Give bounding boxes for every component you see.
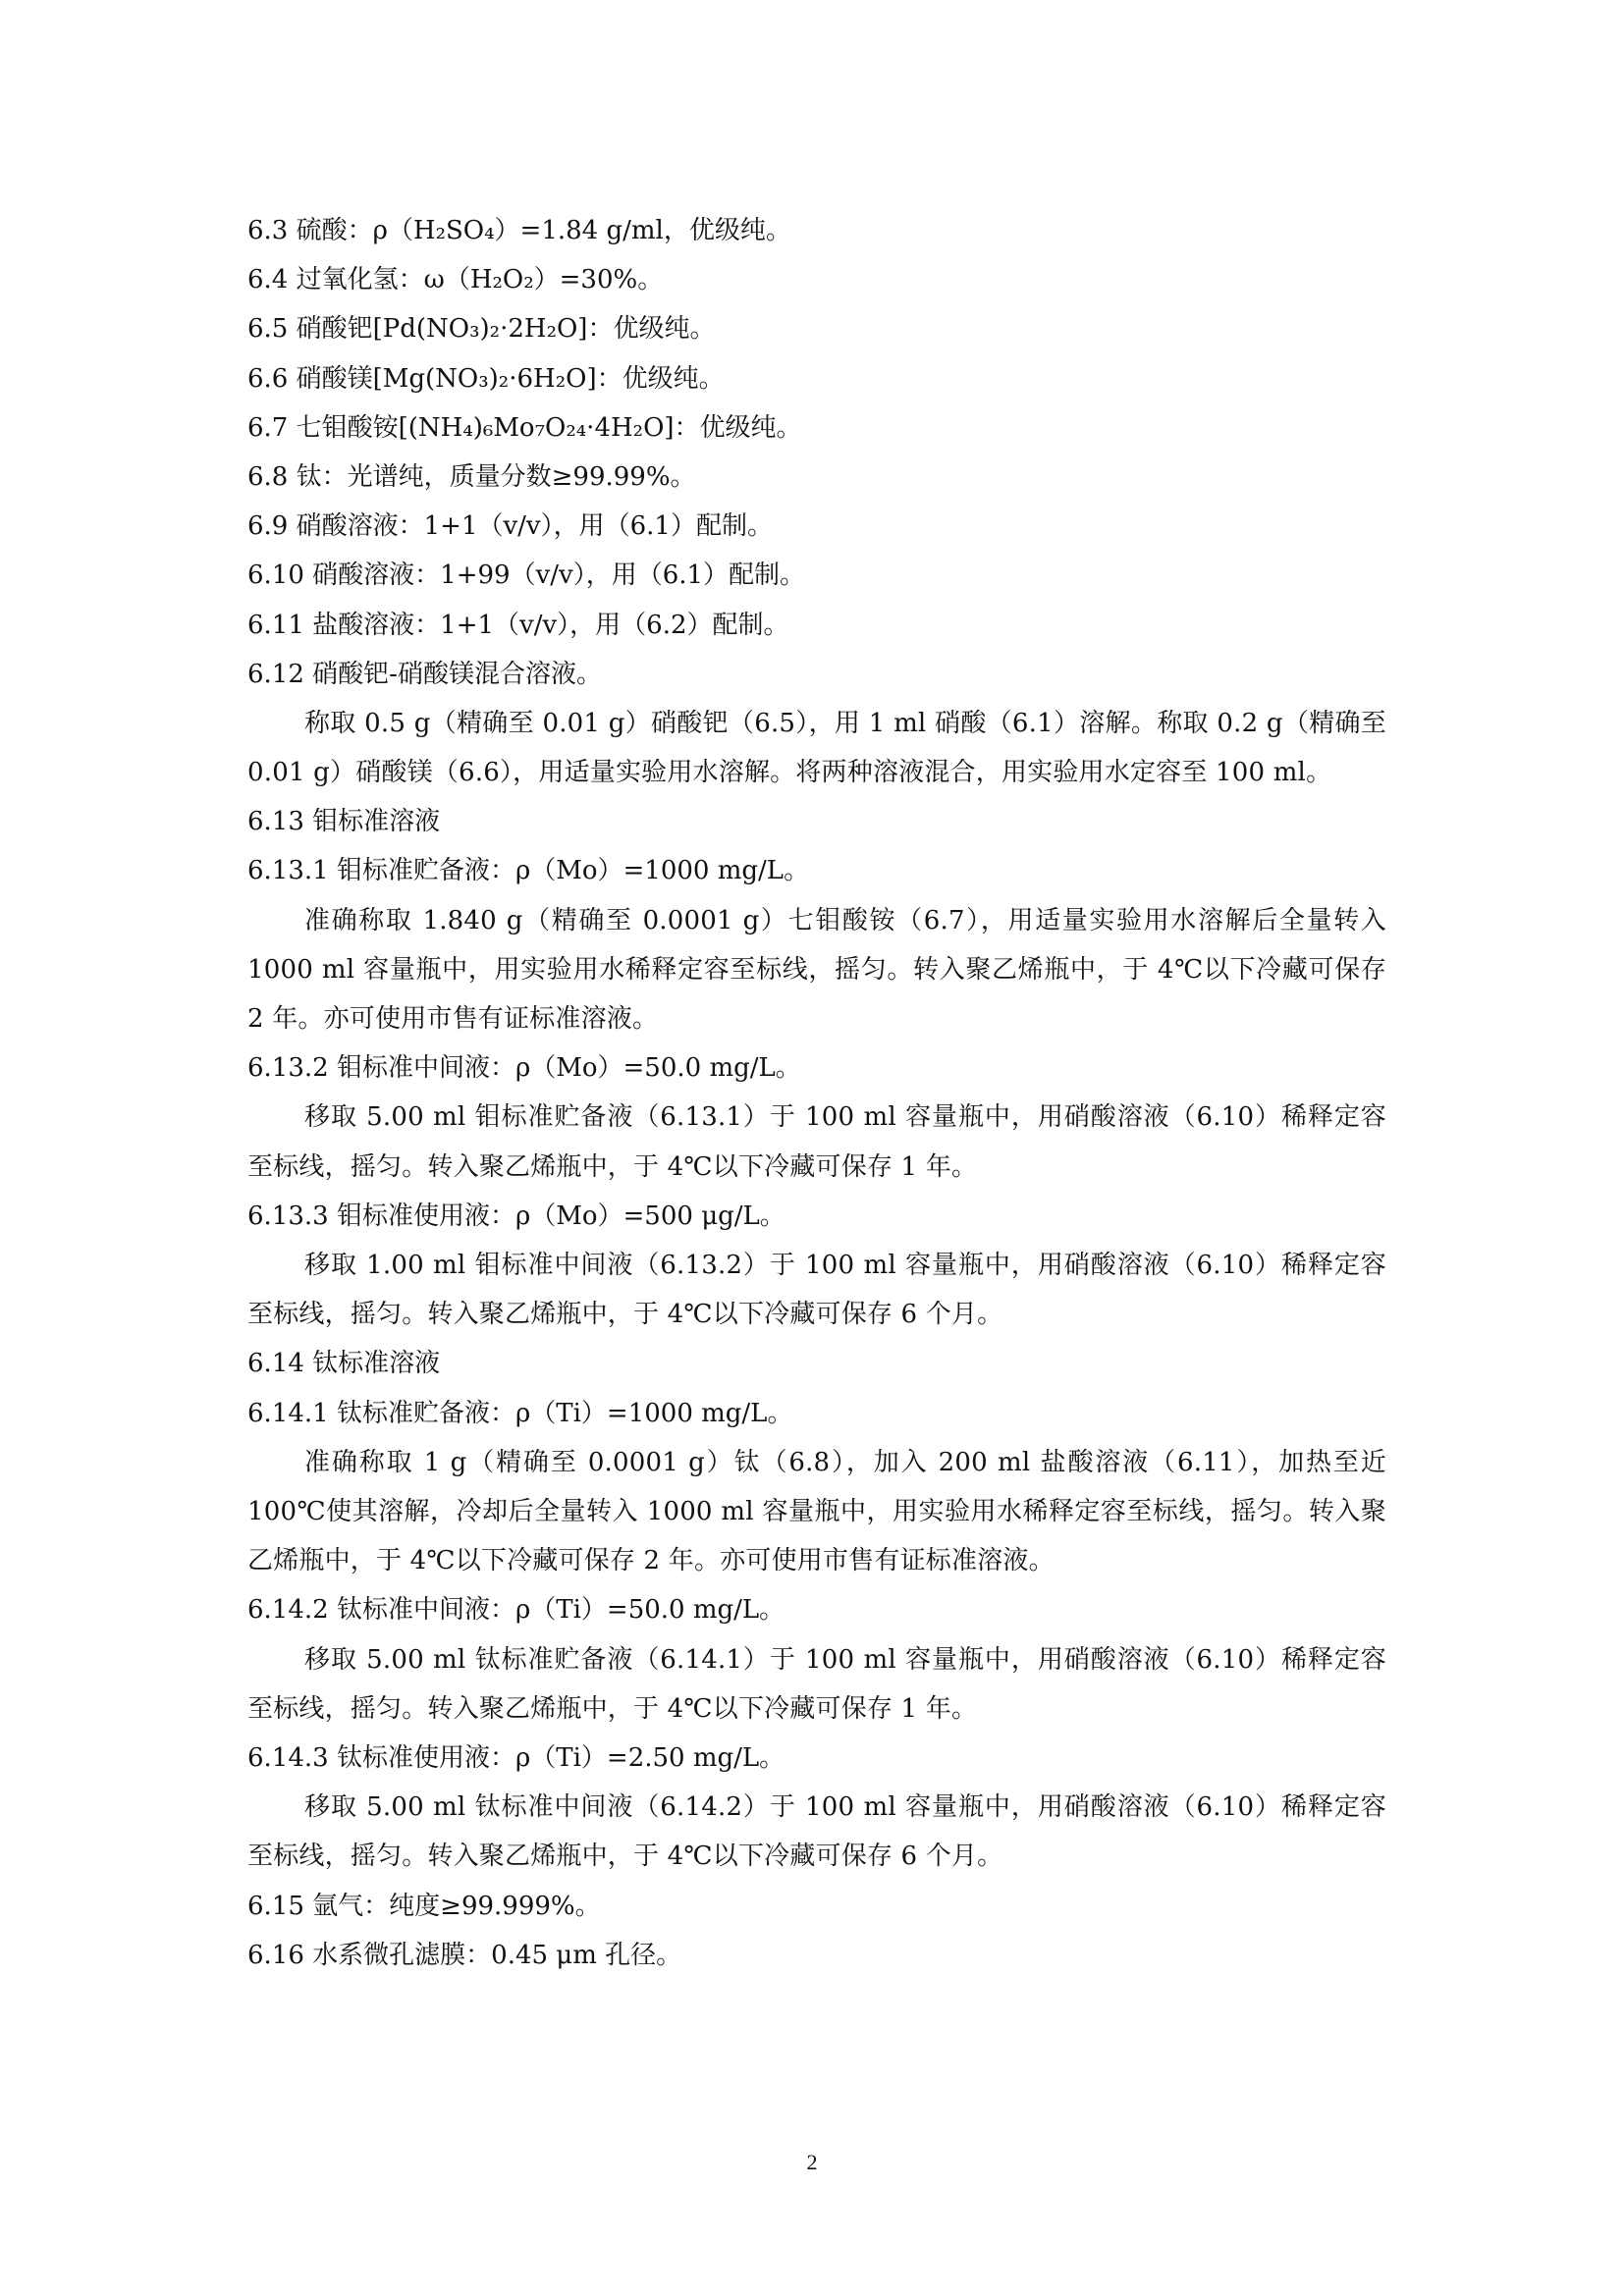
item-6-4: 6.4 过氧化氢：ω（H₂O₂）=30%。 bbox=[247, 265, 664, 295]
paragraph-6-13-3: 移取 1.00 ml 钼标准中间液（6.13.2）于 100 ml 容量瓶中，用硝酸溶液（6.10）稀释定容至标线，摇匀。转入聚乙烯瓶中，于 4℃以下冷藏可保存 6 个月。 bbox=[247, 1251, 1386, 1330]
item-6-6: 6.6 硝酸镁[Mg(NO₃)₂·6H₂O]：优级纯。 bbox=[247, 363, 725, 394]
item-6-15: 6.15 氩气：纯度≥99.999%。 bbox=[247, 1891, 601, 1921]
paragraph-6-13-1: 准确称取 1.840 g（精确至 0.0001 g）七钼酸铵（6.7），用适量实验用水溶解后全量转入 1000 ml 容量瓶中，用实验用水稀释定容至标线，摇匀。转入聚乙烯瓶中，于 4℃以下冷藏可保存 2 年。亦可使用市售有证标准溶液。 bbox=[247, 905, 1386, 1035]
heading-6-14-3: 6.14.3 钛标准使用液：ρ（Ti）=2.50 mg/L。 bbox=[247, 1743, 785, 1774]
paragraph-6-13-2: 移取 5.00 ml 钼标准贮备液（6.13.1）于 100 ml 容量瓶中，用硝酸溶液（6.10）稀释定容至标线，摇匀。转入聚乙烯瓶中，于 4℃以下冷藏可保存 1 年。 bbox=[247, 1102, 1386, 1182]
item-6-8: 6.8 钛：光谱纯，质量分数≥99.99%。 bbox=[247, 461, 696, 492]
paragraph-6-14-1: 准确称取 1 g（精确至 0.0001 g）钛（6.8），加入 200 ml 盐酸溶液（6.11），加热至近 100℃使其溶解，冷却后全量转入 1000 ml 容量瓶中，用实验用水稀释定容至标线，摇匀。转入聚乙烯瓶中，于 4℃以下冷藏可保存 2 年。亦可使用市售有证标准溶液。 bbox=[247, 1447, 1386, 1576]
heading-6-13-3: 6.13.3 钼标准使用液：ρ（Mo）=500 μg/L。 bbox=[247, 1201, 785, 1231]
heading-6-13-1: 6.13.1 钼标准贮备液：ρ（Mo）=1000 mg/L。 bbox=[247, 856, 810, 886]
item-6-3: 6.3 硫酸：ρ（H₂SO₄）=1.84 g/ml，优级纯。 bbox=[247, 216, 791, 245]
page-number: 2 bbox=[806, 2150, 818, 2174]
item-6-9: 6.9 硝酸溶液：1+1（v/v），用（6.1）配制。 bbox=[247, 511, 773, 542]
paragraph-6-12: 称取 0.5 g（精确至 0.01 g）硝酸钯（6.5），用 1 ml 硝酸（6.1）溶解。称取 0.2 g（精确至 0.01 g）硝酸镁（6.6），用适量实验用水溶解。将两种溶液混合，用实验用水定容至 100 ml。 bbox=[247, 708, 1386, 788]
item-6-16: 6.16 水系微孔滤膜：0.45 μm 孔径。 bbox=[247, 1940, 682, 1970]
item-6-5: 6.5 硝酸钯[Pd(NO₃)₂·2H₂O]：优级纯。 bbox=[247, 314, 716, 345]
item-6-12: 6.12 硝酸钯-硝酸镁混合溶液。 bbox=[247, 659, 602, 689]
heading-6-14-2: 6.14.2 钛标准中间液：ρ（Ti）=50.0 mg/L。 bbox=[247, 1595, 785, 1626]
heading-6-14-1: 6.14.1 钛标准贮备液：ρ（Ti）=1000 mg/L。 bbox=[247, 1398, 793, 1428]
item-6-10: 6.10 硝酸溶液：1+99（v/v），用（6.1）配制。 bbox=[247, 561, 806, 591]
document-body bbox=[247, 206, 1386, 1980]
paragraph-6-14-3: 移取 5.00 ml 钛标准中间液（6.14.2）于 100 ml 容量瓶中，用硝酸溶液（6.10）稀释定容至标线，摇匀。转入聚乙烯瓶中，于 4℃以下冷藏可保存 6 个月。 bbox=[247, 1792, 1386, 1872]
heading-6-13: 6.13 钼标准溶液 bbox=[247, 807, 441, 837]
heading-6-13-2: 6.13.2 钼标准中间液：ρ（Mo）=50.0 mg/L。 bbox=[247, 1053, 801, 1084]
item-6-7: 6.7 七钼酸铵[(NH₄)₆Mo₇O₂₄·4H₂O]：优级纯。 bbox=[247, 412, 802, 443]
item-6-11: 6.11 盐酸溶液：1+1（v/v），用（6.2）配制。 bbox=[247, 610, 789, 640]
heading-6-14: 6.14 钛标准溶液 bbox=[247, 1349, 441, 1379]
paragraph-6-14-2: 移取 5.00 ml 钛标准贮备液（6.14.1）于 100 ml 容量瓶中，用硝酸溶液（6.10）稀释定容至标线，摇匀。转入聚乙烯瓶中，于 4℃以下冷藏可保存 1 年。 bbox=[247, 1644, 1386, 1724]
